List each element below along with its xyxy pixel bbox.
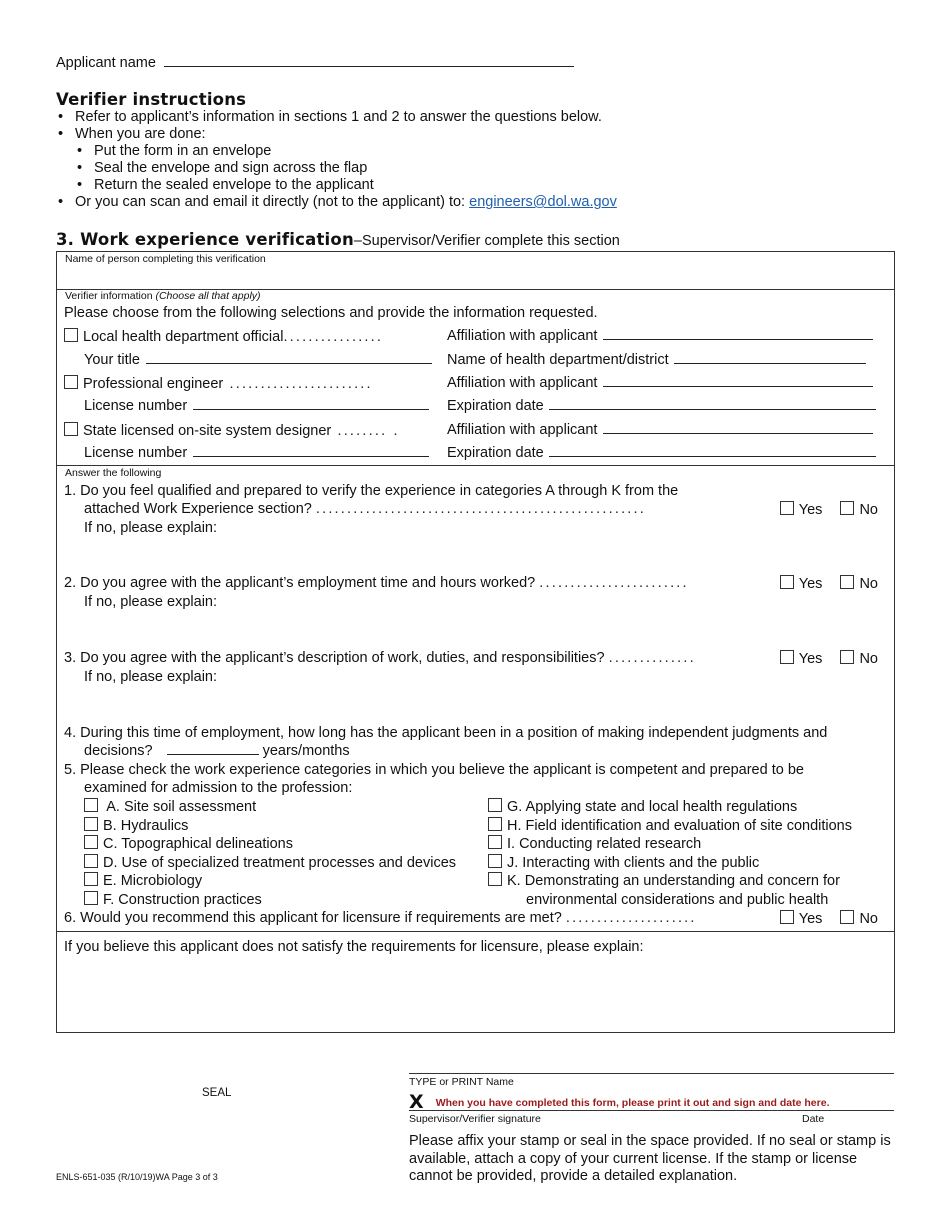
health-official-label: Local health department official — [83, 329, 284, 345]
option-engineer[interactable] — [64, 375, 373, 392]
your-title-label: Your title — [84, 352, 140, 368]
verifier-name-input[interactable] — [60, 266, 889, 286]
q6-yes-checkbox[interactable] — [780, 910, 794, 924]
q1-explain-label: If no, please explain: — [84, 520, 218, 536]
health-dept-row — [447, 352, 866, 368]
question-2: 2. Do you agree with the applicant’s employment time and hours worked? — [64, 575, 536, 591]
not-satisfy-input[interactable] — [64, 960, 884, 1026]
name-label: Name of person completing this verification — [65, 253, 266, 265]
no-label: No — [859, 576, 878, 592]
engineer-label: Professional engineer — [83, 376, 224, 392]
license-number-label: License number — [84, 398, 188, 414]
email-link[interactable]: engineers@dol.wa.gov — [469, 194, 617, 210]
affiliation-label: Affiliation with applicant — [447, 375, 598, 391]
question-6-row — [64, 910, 888, 930]
q1-no-checkbox[interactable] — [840, 501, 854, 515]
your-title-row — [84, 352, 432, 368]
instruction-sub-item: • Put the form in an envelope — [75, 143, 896, 160]
health-official-checkbox[interactable] — [64, 328, 78, 342]
category-k[interactable] — [488, 872, 888, 891]
designer-expiration-input[interactable] — [549, 446, 876, 457]
category-j-checkbox[interactable] — [488, 854, 502, 868]
email-instruction: Or you can scan and email it directly (not to the applicant) to: — [75, 194, 466, 210]
applicant-name-label: Applicant name — [56, 55, 156, 71]
verifier-instruction: Please choose from the following selections and provide the information requested. — [64, 305, 598, 321]
section3-header — [56, 230, 620, 249]
designer-expiration-row — [447, 445, 876, 461]
section3-heading: 3. Work experience verification — [56, 230, 354, 249]
signature-label: Supervisor/Verifier signature — [409, 1113, 541, 1125]
sign-note: When you have completed this form, please print it out and sign and date here. — [435, 1097, 830, 1109]
x-mark: X — [409, 1091, 424, 1113]
categories-left — [84, 798, 484, 909]
question-6: 6. Would you recommend this applicant for licensure if requirements are met? — [64, 910, 562, 926]
designer-affiliation-input[interactable] — [603, 423, 873, 434]
category-j[interactable] — [488, 854, 888, 873]
q1-yes-no — [780, 501, 878, 518]
affix-note: Please affix your stamp or seal in the space provided. If no seal or stamp is available, attach a copy of your current license. If the stamp or license cannot be provided, provide a detailed explanation. — [409, 1133, 891, 1184]
leader-dots: ..................... — [565, 910, 697, 926]
divider — [56, 931, 894, 932]
leader-dots: ....................... — [223, 376, 373, 392]
seal-area[interactable] — [100, 1060, 380, 1150]
question-4-cont: decisions? — [84, 743, 153, 759]
section3-subheading: –Supervisor/Verifier complete this section — [353, 233, 620, 249]
verifier-info-label — [65, 290, 261, 302]
q2-no-checkbox[interactable] — [840, 575, 854, 589]
category-c-label: C. Topographical delineations — [103, 836, 293, 852]
category-k-checkbox[interactable] — [488, 872, 502, 886]
q3-yes-checkbox[interactable] — [780, 650, 794, 664]
category-k-cont: environmental considerations and public health — [526, 891, 829, 908]
verifier-note: (Choose all that apply) — [155, 290, 261, 302]
category-i-label: I. Conducting related research — [507, 836, 702, 852]
category-f[interactable] — [84, 891, 484, 910]
health-dept-label: Name of health department/district — [447, 352, 669, 368]
expiration-label: Expiration date — [447, 445, 544, 461]
leader-dots: ................ — [283, 329, 384, 345]
q2-explain-label: If no, please explain: — [84, 594, 218, 610]
engineer-expiration-row — [447, 398, 876, 414]
engineer-affiliation-row — [447, 375, 873, 391]
question-1-cont: attached Work Experience section? — [84, 501, 312, 517]
category-g-label: G. Applying state and local health regulations — [507, 799, 798, 815]
signature-line — [409, 1110, 894, 1111]
question-4: 4. During this time of employment, how long has the applicant been in a position of making independent judgments and — [64, 725, 828, 741]
seal-label: SEAL — [202, 1087, 232, 1099]
option-health-official[interactable] — [64, 328, 383, 345]
category-e[interactable] — [84, 872, 484, 891]
q3-explain-label: If no, please explain: — [84, 669, 218, 685]
category-d[interactable] — [84, 854, 484, 873]
category-b-checkbox[interactable] — [84, 817, 98, 831]
engineer-affiliation-input[interactable] — [603, 376, 873, 387]
category-b-label: B. Hydraulics — [103, 817, 189, 834]
category-h[interactable] — [488, 817, 888, 836]
verifier-instructions — [56, 90, 896, 211]
q1-explain-input[interactable] — [84, 538, 884, 572]
category-g[interactable] — [488, 798, 888, 817]
expiration-label: Expiration date — [447, 398, 544, 414]
category-i[interactable] — [488, 835, 888, 854]
question-4-row — [84, 743, 350, 759]
category-a-checkbox[interactable] — [84, 798, 98, 812]
q6-no-checkbox[interactable] — [840, 910, 854, 924]
category-a-label: A. Site soil assessment — [106, 799, 257, 815]
applicant-name-input[interactable] — [164, 54, 574, 67]
affiliation-label: Affiliation with applicant — [447, 422, 598, 438]
name-line — [409, 1073, 894, 1074]
question-3-row — [64, 650, 888, 670]
option-designer[interactable] — [64, 422, 400, 439]
verifier-label-text: Verifier information — [65, 290, 153, 302]
instruction-sub-item: • Return the sealed envelope to the applicant — [75, 177, 896, 194]
designer-license-input[interactable] — [193, 446, 429, 457]
years-months-input[interactable] — [167, 744, 259, 755]
yes-label: Yes — [798, 502, 823, 518]
question-1-row — [64, 501, 888, 521]
category-i-checkbox[interactable] — [488, 835, 502, 849]
designer-license-row — [84, 445, 429, 461]
category-h-checkbox[interactable] — [488, 817, 502, 831]
q2-yes-checkbox[interactable] — [780, 575, 794, 589]
health-affiliation-row — [447, 328, 873, 344]
q2-explain-input[interactable] — [84, 612, 884, 646]
signature-input[interactable] — [409, 1091, 894, 1111]
leader-dots: ........ . — [331, 423, 400, 439]
designer-affiliation-row — [447, 422, 873, 438]
engineer-expiration-input[interactable] — [549, 399, 876, 410]
divider — [56, 465, 894, 466]
question-5-cont: examined for admission to the profession: — [84, 780, 353, 796]
type-print-label: TYPE or PRINT Name — [409, 1076, 514, 1088]
category-b[interactable] — [84, 817, 484, 836]
q3-explain-input[interactable] — [84, 687, 884, 721]
category-h-label: H. Field identification and evaluation of site conditions — [507, 817, 852, 834]
yes-label: Yes — [798, 651, 823, 667]
category-g-checkbox[interactable] — [488, 798, 502, 812]
license-number-label: License number — [84, 445, 188, 461]
category-f-label: F. Construction practices — [103, 891, 262, 908]
no-label: No — [859, 911, 878, 927]
category-j-label: J. Interacting with clients and the public — [507, 854, 760, 871]
question-5: 5. Please check the work experience categories in which you believe the applicant is competent and prepared to be — [64, 762, 804, 778]
q6-yes-no — [780, 910, 878, 927]
question-3: 3. Do you agree with the applicant’s description of work, duties, and responsibilities? — [64, 650, 605, 666]
engineer-checkbox[interactable] — [64, 375, 78, 389]
engineer-license-row — [84, 398, 429, 414]
answer-label: Answer the following — [65, 467, 162, 479]
instruction-sub-item: • Seal the envelope and sign across the flap — [75, 160, 896, 177]
designer-label: State licensed on-site system designer — [83, 423, 332, 439]
category-c-checkbox[interactable] — [84, 835, 98, 849]
no-label: No — [859, 651, 878, 667]
yes-label: Yes — [798, 911, 823, 927]
your-title-input[interactable] — [146, 353, 432, 364]
category-k-label: K. Demonstrating an understanding and concern for — [507, 873, 840, 889]
instruction-item: • When you are done: — [56, 126, 896, 143]
category-c[interactable] — [84, 835, 484, 854]
q2-yes-no — [780, 575, 878, 592]
health-affiliation-input[interactable] — [603, 329, 873, 340]
category-a[interactable] — [84, 798, 484, 817]
q3-yes-no — [780, 650, 878, 667]
category-d-checkbox[interactable] — [84, 854, 98, 868]
affiliation-label: Affiliation with applicant — [447, 328, 598, 344]
instruction-item — [56, 194, 896, 211]
not-satisfy-label: If you believe this applicant does not satisfy the requirements for licensure, please explain: — [64, 939, 644, 955]
leader-dots: ..................................................... — [315, 501, 646, 517]
categories-right — [488, 798, 888, 909]
q3-no-checkbox[interactable] — [840, 650, 854, 664]
question-2-row — [64, 575, 888, 595]
designer-checkbox[interactable] — [64, 422, 78, 436]
form-id: ENLS-651-035 (R/10/19)WA Page 3 of 3 — [56, 1172, 218, 1182]
instruction-item: • Refer to applicant’s information in sections 1 and 2 to answer the questions below. — [56, 109, 896, 126]
leader-dots: .............. — [608, 650, 696, 666]
category-d-label: D. Use of specialized treatment processes and devices — [103, 854, 457, 871]
category-e-checkbox[interactable] — [84, 872, 98, 886]
date-label: Date — [802, 1113, 825, 1125]
q1-yes-checkbox[interactable] — [780, 501, 794, 515]
applicant-name-row — [56, 54, 574, 71]
no-label: No — [859, 502, 878, 518]
category-e-label: E. Microbiology — [103, 873, 203, 889]
leader-dots: ........................ — [539, 575, 689, 591]
years-months-label: years/months — [262, 743, 350, 759]
health-dept-input[interactable] — [674, 353, 866, 364]
engineer-license-input[interactable] — [193, 399, 429, 410]
instructions-heading: Verifier instructions — [56, 90, 247, 109]
yes-label: Yes — [798, 576, 823, 592]
question-1: 1. Do you feel qualified and prepared to verify the experience in categories A through K from the — [64, 483, 679, 499]
category-f-checkbox[interactable] — [84, 891, 98, 905]
